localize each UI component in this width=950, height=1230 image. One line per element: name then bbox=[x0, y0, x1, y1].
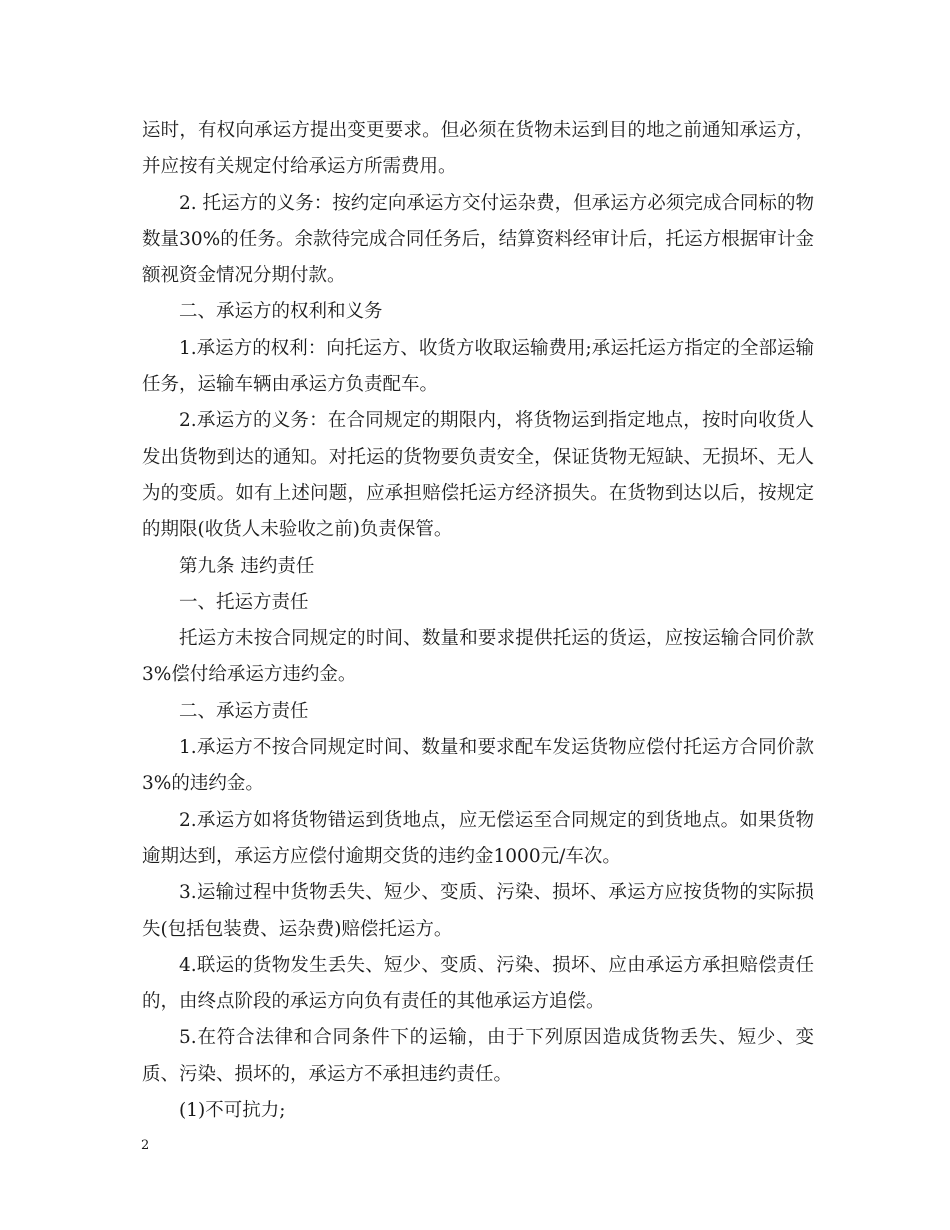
paragraph: 2. 托运方的义务：按约定向承运方交付运杂费，但承运方必须完成合同标的物数量30%的任务。余款待完成合同任务后，结算资料经审计后，托运方根据审计金额视资金情况分期付款。 bbox=[142, 192, 814, 287]
paragraph: 托运方未按合同规定的时间、数量和要求提供托运的货运，应按运输合同价款3%偿付给承运方违约金。 bbox=[142, 628, 814, 686]
paragraph: 运时，有权向承运方提出变更要求。但必须在货物未运到目的地之前通知承运方，并应按有关规定付给承运方所需费用。 bbox=[142, 120, 814, 178]
section-heading: 一、托运方责任 bbox=[179, 591, 309, 613]
paragraph: 4.联运的货物发生丢失、短少、变质、污染、损坏、应由承运方承担赔偿责任的，由终点阶段的承运方向负有责任的其他承运方追偿。 bbox=[142, 954, 814, 1013]
paragraph: 2.承运方的义务：在合同规定的期限内，将货物运到指定地点，按时向收货人发出货物到达的通知。对托运的货物要负责安全，保证货物无短缺、无损坏、无人为的变质。如有上述问题，应承担赔偿托运方经济损失。在货物到达以后，按规定的期限(收货人未验收之前)负责保管。 bbox=[142, 410, 814, 541]
paragraph: 3.运输过程中货物丢失、短少、变质、污染、损坏、承运方应按货物的实际损失(包括包装费、运杂费)赔偿托运方。 bbox=[142, 882, 814, 940]
paragraph: 1.承运方的权利：向托运方、收货方收取运输费用;承运托运方指定的全部运输任务，运输车辆由承运方负责配车。 bbox=[142, 337, 814, 396]
section-heading: 二、承运方的权利和义务 bbox=[179, 301, 383, 323]
list-item: (1)不可抗力; bbox=[179, 1100, 286, 1122]
paragraph: 1.承运方不按合同规定时间、数量和要求配车发运货物应偿付托运方合同价款3%的违约金。 bbox=[142, 737, 814, 795]
page-number: 2 bbox=[141, 1138, 150, 1153]
article-heading: 第九条 违约责任 bbox=[179, 555, 315, 577]
document-body bbox=[142, 113, 814, 1129]
paragraph: 2.承运方如将货物错运到货地点，应无偿运至合同规定的到货地点。如果货物逾期达到，承运方应偿付逾期交货的违约金1000元/车次。 bbox=[142, 809, 814, 867]
section-heading: 二、承运方责任 bbox=[179, 700, 309, 722]
paragraph: 5.在符合法律和合同条件下的运输，由于下列原因造成货物丢失、短少、变质、污染、损坏的，承运方不承担违约责任。 bbox=[142, 1027, 814, 1085]
